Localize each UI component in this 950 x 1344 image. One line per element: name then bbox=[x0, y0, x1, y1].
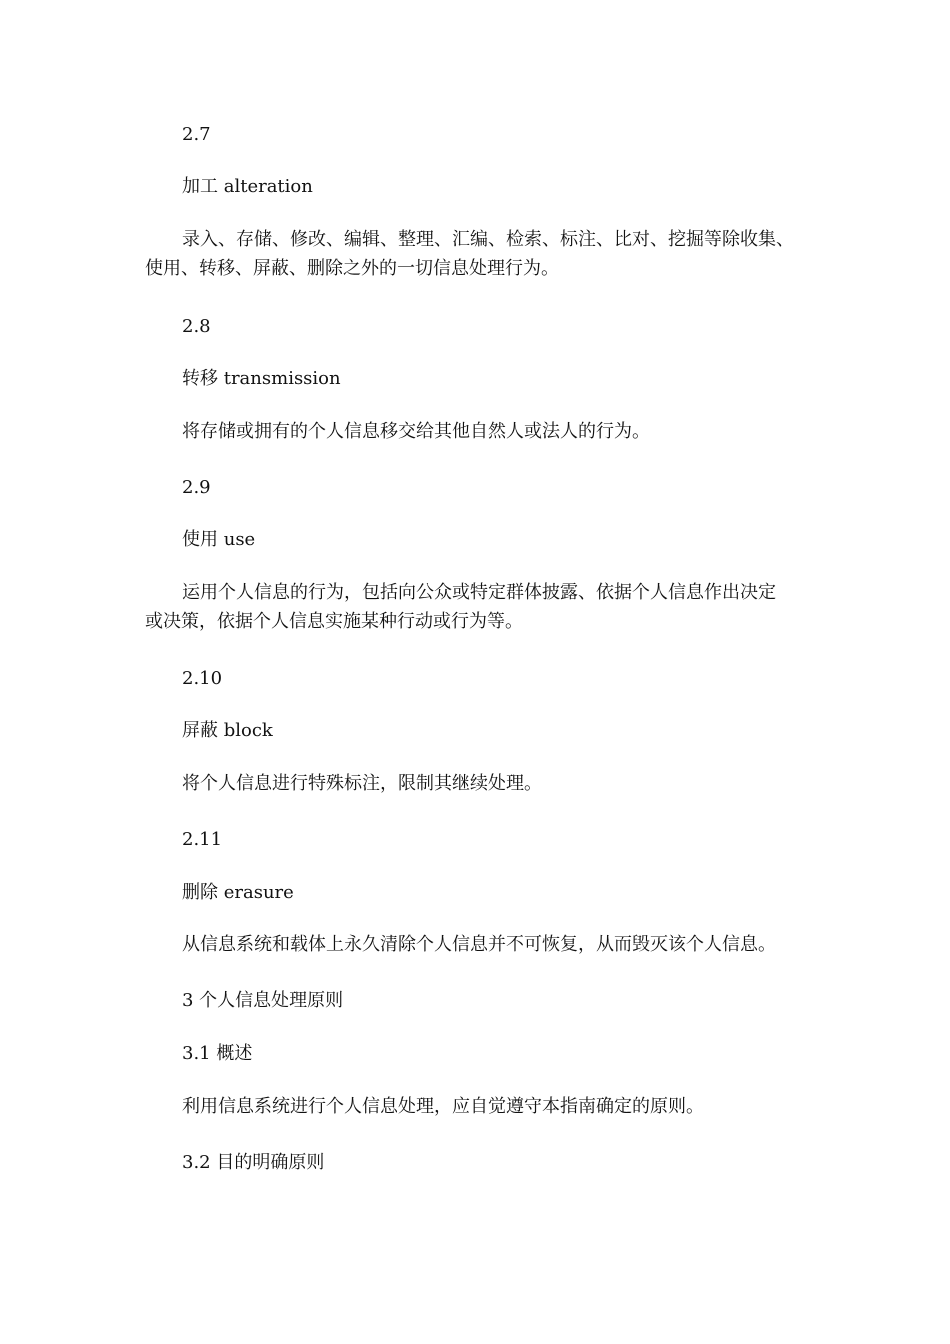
section-2-11-number: 2.11 bbox=[182, 829, 223, 850]
section-3-1-text: 利用信息系统进行个人信息处理，应自觉遵守本指南确定的原则。 bbox=[182, 1096, 704, 1117]
section-3-1-heading: 3.1 概述 bbox=[182, 1043, 253, 1064]
section-2-10-number: 2.10 bbox=[182, 668, 223, 689]
section-2-8-definition: 将存储或拥有的个人信息移交给其他自然人或法人的行为。 bbox=[182, 421, 650, 442]
section-2-8-term: 转移 transmission bbox=[182, 368, 341, 389]
section-2-10-term: 屏蔽 block bbox=[182, 720, 273, 741]
section-2-7-term: 加工 alteration bbox=[182, 176, 313, 197]
section-3-2-heading: 3.2 目的明确原则 bbox=[182, 1152, 325, 1173]
section-2-9-definition-line-2: 或决策，依据个人信息实施某种行动或行为等。 bbox=[145, 611, 523, 632]
section-2-9-term: 使用 use bbox=[182, 529, 256, 550]
section-2-9-number: 2.9 bbox=[182, 477, 211, 498]
section-2-11-term: 删除 erasure bbox=[182, 882, 294, 903]
section-3-heading: 3 个人信息处理原则 bbox=[182, 990, 344, 1011]
section-2-9-definition-line-1: 运用个人信息的行为，包括向公众或特定群体披露、依据个人信息作出决定 bbox=[182, 582, 776, 603]
section-2-10-definition: 将个人信息进行特殊标注，限制其继续处理。 bbox=[182, 773, 542, 794]
section-2-11-definition: 从信息系统和载体上永久清除个人信息并不可恢复，从而毁灭该个人信息。 bbox=[182, 934, 776, 955]
section-2-7-definition-line-2: 使用、转移、屏蔽、删除之外的一切信息处理行为。 bbox=[145, 258, 559, 279]
section-2-7-definition-line-1: 录入、存储、修改、编辑、整理、汇编、检索、标注、比对、挖掘等除收集、 bbox=[182, 229, 794, 250]
section-2-7-number: 2.7 bbox=[182, 124, 211, 145]
section-2-8-number: 2.8 bbox=[182, 316, 211, 337]
